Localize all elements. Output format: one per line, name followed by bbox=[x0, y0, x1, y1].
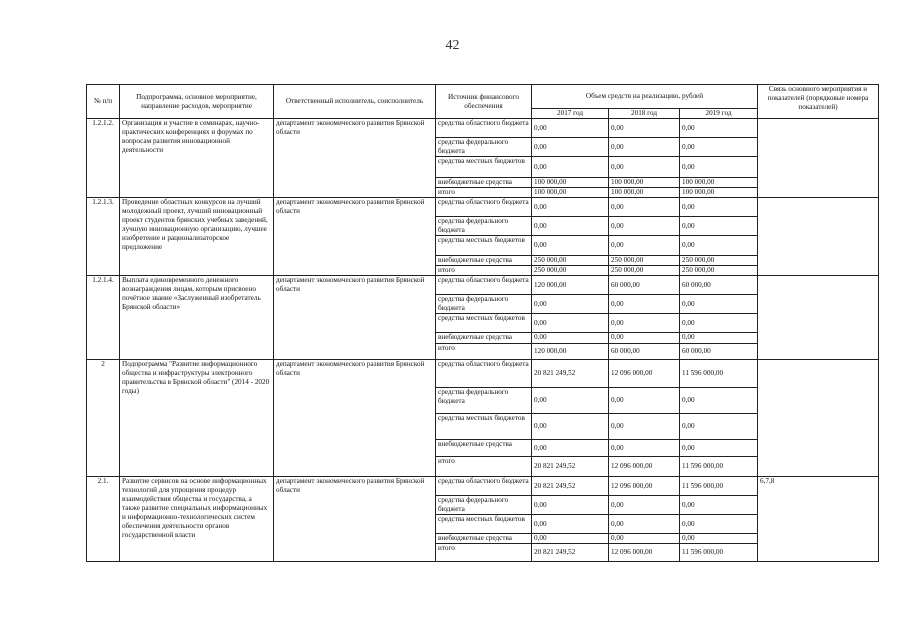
amount-cell: 12 096 000,00 bbox=[609, 477, 680, 496]
table-row bbox=[87, 119, 879, 138]
source-label: средства федерального бюджета bbox=[436, 496, 532, 515]
header-executor: Ответственный исполнитель, соисполнитель bbox=[274, 85, 436, 119]
amount-cell: 0,00 bbox=[609, 236, 680, 256]
amount-cell: 0,00 bbox=[532, 534, 609, 544]
source-label: итого bbox=[436, 188, 532, 198]
amount-cell: 0,00 bbox=[680, 138, 758, 157]
source-label: итого bbox=[436, 544, 532, 562]
amount-cell: 0,00 bbox=[609, 314, 680, 333]
header-num: № п/п bbox=[87, 85, 120, 119]
source-label: средства местных бюджетов bbox=[436, 414, 532, 440]
header-2019: 2019 год bbox=[680, 109, 758, 119]
row-link bbox=[758, 360, 879, 477]
amount-cell: 100 000,00 bbox=[532, 188, 609, 198]
source-label: внебюджетные средства bbox=[436, 440, 532, 457]
amount-cell: 20 821 249,52 bbox=[532, 477, 609, 496]
row-name: Развитие сервисов на основе информационных технологий для упрощения процедур взаимодействия общества и государства, а также развитие специальных информационных и информационно-технологических систем обеспечения деятельности органов государственной власти bbox=[120, 477, 274, 562]
amount-cell: 0,00 bbox=[532, 496, 609, 515]
source-label: средства областного бюджета bbox=[436, 198, 532, 217]
amount-cell: 0,00 bbox=[609, 496, 680, 515]
amount-cell: 0,00 bbox=[680, 534, 758, 544]
row-link: 6,7,8 bbox=[758, 477, 879, 562]
amount-cell: 60 000,00 bbox=[609, 276, 680, 295]
table-row bbox=[87, 477, 879, 496]
row-executor: департамент экономического развития Брянской области bbox=[274, 360, 436, 477]
table-row bbox=[87, 198, 879, 217]
row-name: Подпрограмма "Развитие информационного общества и инфраструктуры электронного правительства в Брянской области" (2014 - 2020 годы) bbox=[120, 360, 274, 477]
source-label: средства федерального бюджета bbox=[436, 217, 532, 236]
amount-cell: 0,00 bbox=[532, 314, 609, 333]
row-name: Выплата единовременного денежного вознаграждения лицам, которым присвоено почётное звание «Заслуженный изобретатель Брянской области» bbox=[120, 276, 274, 360]
amount-cell: 0,00 bbox=[532, 295, 609, 314]
source-label: средства областного бюджета bbox=[436, 360, 532, 388]
amount-cell: 250 000,00 bbox=[680, 256, 758, 266]
row-executor: департамент экономического развития Брянской области bbox=[274, 477, 436, 562]
amount-cell: 12 096 000,00 bbox=[609, 457, 680, 477]
source-label: средства федерального бюджета bbox=[436, 388, 532, 414]
amount-cell: 0,00 bbox=[532, 515, 609, 534]
header-2018: 2018 год bbox=[609, 109, 680, 119]
amount-cell: 20 821 249,52 bbox=[532, 457, 609, 477]
amount-cell: 0,00 bbox=[532, 236, 609, 256]
source-label: средства местных бюджетов bbox=[436, 515, 532, 534]
row-link bbox=[758, 198, 879, 276]
amount-cell: 120 000,00 bbox=[532, 344, 609, 360]
amount-cell: 0,00 bbox=[680, 440, 758, 457]
amount-cell: 250 000,00 bbox=[532, 266, 609, 276]
amount-cell: 250 000,00 bbox=[680, 266, 758, 276]
source-label: средства областного бюджета bbox=[436, 119, 532, 138]
source-label: внебюджетные средства bbox=[436, 178, 532, 188]
amount-cell: 0,00 bbox=[609, 440, 680, 457]
amount-cell: 0,00 bbox=[680, 414, 758, 440]
source-label: средства федерального бюджета bbox=[436, 138, 532, 157]
source-label: внебюджетные средства bbox=[436, 256, 532, 266]
amount-cell: 0,00 bbox=[532, 217, 609, 236]
amount-cell: 11 596 000,00 bbox=[680, 544, 758, 562]
row-name: Проведение областных конкурсов на лучший молодежный проект, лучший инновационный проект студентов брянских учебных заведений, лучшую инновационную организацию, лучшее изобретение и рационализаторское предложение bbox=[120, 198, 274, 276]
amount-cell: 0,00 bbox=[609, 388, 680, 414]
row-number: 2 bbox=[87, 360, 120, 477]
amount-cell: 120 000,00 bbox=[532, 276, 609, 295]
amount-cell: 0,00 bbox=[609, 119, 680, 138]
budget-table bbox=[86, 84, 879, 562]
amount-cell: 11 596 000,00 bbox=[680, 477, 758, 496]
source-label: средства федерального бюджета bbox=[436, 295, 532, 314]
amount-cell: 12 096 000,00 bbox=[609, 360, 680, 388]
amount-cell: 0,00 bbox=[609, 157, 680, 178]
source-label: внебюджетные средства bbox=[436, 333, 532, 344]
source-label: средства областного бюджета bbox=[436, 276, 532, 295]
amount-cell: 0,00 bbox=[532, 157, 609, 178]
amount-cell: 11 596 000,00 bbox=[680, 457, 758, 477]
amount-cell: 0,00 bbox=[609, 534, 680, 544]
row-number: 1.2.1.2. bbox=[87, 119, 120, 198]
source-label: внебюджетные средства bbox=[436, 534, 532, 544]
source-label: итого bbox=[436, 266, 532, 276]
header-amount: Объем средств на реализацию, рублей bbox=[532, 85, 758, 109]
row-number: 1.2.1.3. bbox=[87, 198, 120, 276]
row-number: 2.1. bbox=[87, 477, 120, 562]
amount-cell: 0,00 bbox=[609, 515, 680, 534]
amount-cell: 0,00 bbox=[609, 138, 680, 157]
row-executor: департамент экономического развития Брянской области bbox=[274, 198, 436, 276]
amount-cell: 0,00 bbox=[680, 295, 758, 314]
amount-cell: 250 000,00 bbox=[609, 256, 680, 266]
amount-cell: 12 096 000,00 bbox=[609, 544, 680, 562]
amount-cell: 60 000,00 bbox=[680, 276, 758, 295]
row-executor: департамент экономического развития Брянской области bbox=[274, 119, 436, 198]
source-label: средства областного бюджета bbox=[436, 477, 532, 496]
source-label: итого bbox=[436, 344, 532, 360]
amount-cell: 0,00 bbox=[532, 333, 609, 344]
row-executor: департамент экономического развития Брянской области bbox=[274, 276, 436, 360]
amount-cell: 0,00 bbox=[680, 515, 758, 534]
amount-cell: 0,00 bbox=[680, 198, 758, 217]
row-link bbox=[758, 276, 879, 360]
amount-cell: 0,00 bbox=[609, 333, 680, 344]
amount-cell: 0,00 bbox=[680, 333, 758, 344]
amount-cell: 100 000,00 bbox=[680, 188, 758, 198]
page-number: 42 bbox=[445, 38, 460, 53]
amount-cell: 20 821 249,52 bbox=[532, 360, 609, 388]
header-link: Связь основного мероприятия и показателей (порядковые номера показателей) bbox=[758, 85, 879, 119]
source-label: средства местных бюджетов bbox=[436, 157, 532, 178]
amount-cell: 0,00 bbox=[532, 440, 609, 457]
amount-cell: 0,00 bbox=[680, 236, 758, 256]
amount-cell: 100 000,00 bbox=[609, 188, 680, 198]
amount-cell: 0,00 bbox=[680, 157, 758, 178]
source-label: средства местных бюджетов bbox=[436, 314, 532, 333]
table-row bbox=[87, 276, 879, 295]
amount-cell: 20 821 249,52 bbox=[532, 544, 609, 562]
amount-cell: 0,00 bbox=[609, 295, 680, 314]
amount-cell: 60 000,00 bbox=[609, 344, 680, 360]
amount-cell: 0,00 bbox=[609, 217, 680, 236]
amount-cell: 0,00 bbox=[609, 414, 680, 440]
amount-cell: 0,00 bbox=[532, 198, 609, 217]
amount-cell: 0,00 bbox=[680, 217, 758, 236]
amount-cell: 11 596 000,00 bbox=[680, 360, 758, 388]
header-source: Источник финансового обеспечения bbox=[436, 85, 532, 119]
amount-cell: 100 000,00 bbox=[609, 178, 680, 188]
table-row bbox=[87, 360, 879, 388]
source-label: итого bbox=[436, 457, 532, 477]
amount-cell: 100 000,00 bbox=[680, 178, 758, 188]
amount-cell: 0,00 bbox=[680, 314, 758, 333]
amount-cell: 0,00 bbox=[609, 198, 680, 217]
row-number: 1.2.1.4. bbox=[87, 276, 120, 360]
amount-cell: 0,00 bbox=[532, 138, 609, 157]
row-link bbox=[758, 119, 879, 198]
amount-cell: 0,00 bbox=[532, 119, 609, 138]
amount-cell: 0,00 bbox=[532, 414, 609, 440]
table-header bbox=[87, 85, 879, 119]
amount-cell: 250 000,00 bbox=[609, 266, 680, 276]
header-2017: 2017 год bbox=[532, 109, 609, 119]
amount-cell: 0,00 bbox=[532, 388, 609, 414]
amount-cell: 0,00 bbox=[680, 496, 758, 515]
amount-cell: 60 000,00 bbox=[680, 344, 758, 360]
row-name: Организация и участие в семинарах, научно-практических конференциях и форумах по вопросам развития инновационной деятельности bbox=[120, 119, 274, 198]
amount-cell: 0,00 bbox=[680, 119, 758, 138]
amount-cell: 250 000,00 bbox=[532, 256, 609, 266]
amount-cell: 0,00 bbox=[680, 388, 758, 414]
amount-cell: 100 000,00 bbox=[532, 178, 609, 188]
table-body bbox=[87, 119, 879, 562]
source-label: средства местных бюджетов bbox=[436, 236, 532, 256]
header-program: Подпрограмма, основное мероприятие, направление расходов, мероприятие bbox=[120, 85, 274, 119]
